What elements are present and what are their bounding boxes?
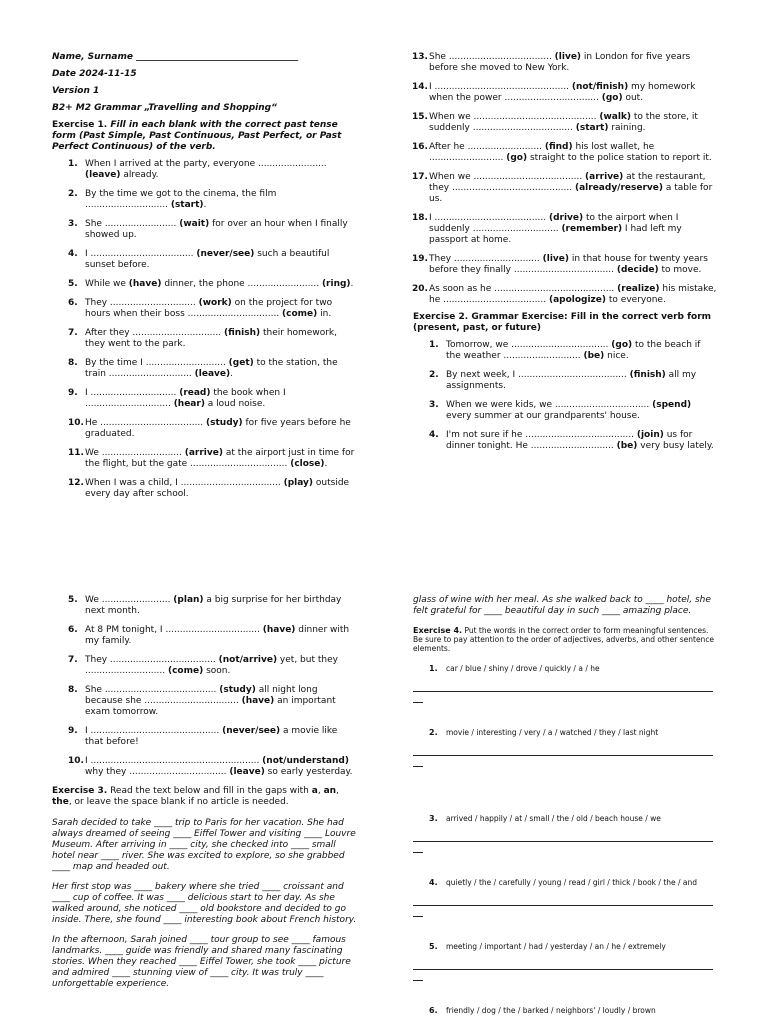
- list-item: [52, 219, 357, 241]
- spacer: [413, 853, 718, 867]
- item-number: 10.: [68, 756, 84, 766]
- item-number: 1.: [429, 340, 439, 350]
- item-number: 4.: [68, 249, 78, 259]
- list-item: [52, 159, 357, 181]
- spacer: [413, 703, 718, 717]
- item-text: When we were kids, we ................................. (spend) every summer at our grandparents' house.: [446, 400, 692, 421]
- item-text: By the time I ............................ (get) to the station, the train ............................. (leave).: [85, 358, 338, 379]
- item-number: 2.: [429, 370, 439, 380]
- item-text: I .............................. (read) the book when I .............................. (hear) a loud noise.: [85, 388, 286, 409]
- item-words: quietly / the / carefully / young / read / girl / thick / book / the / and: [446, 878, 698, 887]
- list-item: [52, 726, 357, 748]
- exercise-4-title: [413, 626, 718, 653]
- list-item: [52, 595, 357, 617]
- list-item: [396, 172, 718, 205]
- item-number: 5.: [68, 595, 78, 605]
- exercise-2-list-part2: [52, 595, 357, 778]
- list-item: [396, 52, 718, 74]
- item-number: 9.: [68, 726, 78, 736]
- item-text: I ............................................... (not/finish) my homework when the power ................................. (go) out.: [429, 82, 696, 103]
- item-text: She ....................................... (study) all night long because she ................................. (have) an important exam tomorrow.: [85, 685, 336, 717]
- list-item: [52, 249, 357, 271]
- item-text: At 8 PM tonight, I ................................. (have) dinner with my family.: [85, 625, 350, 646]
- name-field: Name, Surname ____________________________________: [52, 52, 299, 62]
- item-number: 3.: [68, 219, 78, 229]
- item-number: 4.: [429, 430, 439, 440]
- item-text: She .................................... (live) in London for five years before she moved to New York.: [429, 52, 691, 73]
- list-item: [413, 370, 718, 392]
- item-number: 10.: [68, 418, 84, 428]
- story-paragraph-2: Her first stop was ____ bakery where she tried ____ croissant and ____ cup of coffee. It was ____ delicious start to her day. As she walked around, she noticed ____ old bookstore and decided to go inside. There, she found ____ interesting book about French history.: [52, 882, 357, 925]
- item-text: I .................................... (never/see) such a beautiful sunset before.: [85, 249, 330, 270]
- item-text: Tomorrow, we .................................. (go) to the beach if the weather ........................... (be) nice.: [446, 340, 701, 361]
- exercise-3-story-continued: [413, 595, 718, 617]
- top-left-column: [52, 52, 357, 508]
- item-text: I ....................................... (drive) to the airport when I suddenly .............................. (remember) I had left my passport at home.: [429, 213, 682, 245]
- item-text: When we ........................................... (walk) to the store, it suddenly ................................... (start) raining.: [429, 112, 698, 133]
- item-text: We ........................ (plan) a big surprise for her birthday next month.: [85, 595, 342, 616]
- story-paragraph-3: In the afternoon, Sarah joined ____ tour group to see ____ famous landmarks. ____ guide was friendly and shared many fascinating stories. When they reached ____ Eiffel Tower, she took ____ picture and admired ____ stunning view of ____ city. It was truly ____ unforgettable experience.: [52, 935, 351, 989]
- item-number: 11.: [68, 448, 84, 458]
- item-number: 7.: [68, 655, 78, 665]
- list-item: [52, 655, 357, 677]
- item-words: movie / interesting / very / a / watched / they / last night: [446, 728, 659, 737]
- item-number: 6.: [68, 298, 78, 308]
- item-number: 17.: [412, 172, 428, 182]
- item-number: 14.: [412, 82, 428, 92]
- item-number: 16.: [412, 142, 428, 152]
- list-item: [52, 418, 357, 440]
- answer-line[interactable]: [413, 904, 713, 906]
- item-words: arrived / happily / at / small / the / old / beach house / we: [446, 814, 661, 823]
- list-item: [396, 112, 718, 134]
- exercise-4-label: Exercise 4.: [413, 626, 463, 635]
- item-number: 15.: [412, 112, 428, 122]
- answer-line[interactable]: [413, 968, 713, 970]
- item-text: They .............................. (live) in that house for twenty years before they finally ................................... (decide) to move.: [429, 254, 708, 275]
- list-item: [52, 298, 357, 320]
- exercise-1-label: Exercise 1.: [52, 120, 108, 130]
- item-number: 4.: [429, 878, 438, 887]
- item-text: After they ............................... (finish) their homework, they went to the park.: [85, 328, 337, 349]
- spacer: [413, 981, 718, 995]
- exercise-2-title: Exercise 2. Grammar Exercise: Fill in the correct verb form (present, past, or future): [413, 312, 712, 333]
- spacer: [413, 767, 718, 803]
- item-number: 18.: [412, 213, 428, 223]
- list-item: [396, 82, 718, 104]
- bottom-left-column: [52, 595, 357, 999]
- item-text: She ......................... (wait) for over an hour when I finally showed up.: [85, 219, 348, 240]
- list-item: [52, 189, 357, 211]
- worksheet-title: B2+ M2 Grammar „Travelling and Shopping“: [52, 103, 277, 113]
- answer-line[interactable]: [413, 754, 713, 756]
- date-field: Date 2024-11-15: [52, 69, 137, 79]
- item-words: friendly / dog / the / barked / neighbors' / loudly / brown: [446, 1006, 656, 1015]
- list-item: [52, 685, 357, 718]
- exercise-3-title: [52, 786, 357, 808]
- item-text: They ..................................... (not/arrive) yet, but they ............................ (come) soon.: [85, 655, 338, 676]
- list-item: [52, 328, 357, 350]
- list-item: [396, 254, 718, 276]
- reorder-item: [413, 727, 718, 738]
- item-words: car / blue / shiny / drove / quickly / a / he: [446, 664, 600, 673]
- exercise-1-list-part1: [52, 159, 357, 500]
- item-number: 9.: [68, 388, 78, 398]
- spacer: [413, 917, 718, 931]
- list-item: [413, 400, 718, 422]
- item-text: They .............................. (work) on the project for two hours when their boss ................................ (come) in.: [85, 298, 333, 319]
- story-paragraph-1: Sarah decided to take ____ trip to Paris for her vacation. She had always dreamed of seeing ____ Eiffel Tower and visiting ____ Louvre Museum. After arriving in ____ city, she checked into ____ small hotel near ____ river. She was excited to explore, so she grabbed ____ map and headed out.: [52, 818, 356, 872]
- item-text: When we ...................................... (arrive) at the restaurant, they .......................................... (already/reserve) a table for us.: [429, 172, 713, 204]
- item-number: 19.: [412, 254, 428, 264]
- reorder-item: [413, 877, 718, 888]
- list-item: [413, 430, 718, 452]
- exercise-4-instructions: Put the words in the correct order to form meaningful sentences. Be sure to pay attention to the order of adjectives, adverbs, and other sentence elements.: [413, 626, 715, 653]
- item-number: 5.: [68, 279, 78, 289]
- item-text: By the time we got to the cinema, the film ............................. (start).: [85, 189, 277, 210]
- item-text: When I arrived at the party, everyone ........................ (leave) already.: [85, 159, 327, 180]
- item-text: When I was a child, I ................................... (play) outside every day after school.: [85, 478, 350, 499]
- item-number: 20.: [412, 284, 428, 294]
- bottom-right-column: [413, 595, 718, 1016]
- item-number: 1.: [429, 664, 438, 673]
- list-item: [396, 142, 718, 164]
- item-number: 6.: [68, 625, 78, 635]
- item-number: 5.: [429, 942, 438, 951]
- item-text: I'm not sure if he ...................................... (join) us for dinner tonight. He ............................. (be) very busy lately.: [446, 430, 714, 451]
- item-number: 7.: [68, 328, 78, 338]
- list-item: [52, 625, 357, 647]
- item-text: As soon as he .......................................... (realize) his mistake, he .................................... (apologize) to everyone.: [429, 284, 717, 305]
- item-number: 13.: [412, 52, 428, 62]
- list-item: [52, 478, 357, 500]
- exercise-3-label: Exercise 3.: [52, 786, 108, 796]
- item-number: 3.: [429, 400, 439, 410]
- item-text: I ............................................. (never/see) a movie like that before!: [85, 726, 338, 747]
- answer-line[interactable]: [413, 840, 713, 842]
- item-number: 8.: [68, 358, 78, 368]
- item-text: I ........................................................... (not/understand) why they .................................. (leave) so early yesterday.: [85, 756, 353, 777]
- reorder-item: [413, 813, 718, 824]
- top-right-column: [413, 52, 718, 460]
- list-item: [396, 284, 718, 306]
- item-number: 12.: [68, 478, 84, 488]
- item-number: 8.: [68, 685, 78, 695]
- item-text: While we (have) dinner, the phone ......................... (ring).: [85, 279, 354, 289]
- reorder-item: [413, 1005, 718, 1016]
- item-words: meeting / important / had / yesterday / an / he / extremely: [446, 942, 666, 951]
- item-text: We ............................ (arrive) at the airport just in time for the flight, but the gate .................................. (close).: [85, 448, 355, 469]
- exercise-2-list-part1: [413, 340, 718, 452]
- exercise-1-title: [52, 120, 357, 153]
- item-text: He .................................... (study) for five years before he graduated.: [85, 418, 351, 439]
- exercise-3-instructions: Read the text below and fill in the gaps with a, an, the, or leave the space blank if no article is needed.: [52, 786, 339, 807]
- exercise-1-list-part2: [396, 52, 718, 306]
- reorder-item: [413, 663, 718, 674]
- list-item: [52, 756, 357, 778]
- list-item: [52, 279, 357, 290]
- reorder-item: [413, 941, 718, 952]
- item-number: 1.: [68, 159, 78, 169]
- list-item: [52, 358, 357, 380]
- version-field: Version 1: [52, 86, 100, 96]
- item-text: By next week, I ...................................... (finish) all my assignments.: [446, 370, 697, 391]
- answer-line[interactable]: [413, 690, 713, 692]
- exercise-3-story: [52, 818, 357, 990]
- list-item: [413, 340, 718, 362]
- item-number: 6.: [429, 1006, 438, 1015]
- list-item: [396, 213, 718, 246]
- list-item: [52, 448, 357, 470]
- exercise-1-instructions: Fill in each blank with the correct past tense form (Past Simple, Past Continuous, Past Perfect, or Past Perfect Continuous) of the verb.: [52, 120, 342, 152]
- list-item: [52, 388, 357, 410]
- item-number: 2.: [429, 728, 438, 737]
- item-number: 3.: [429, 814, 438, 823]
- story-continuation: glass of wine with her meal. As she walked back to ____ hotel, she felt grateful for ____ beautiful day in such ____ amazing place.: [413, 595, 711, 616]
- item-text: After he .......................... (find) his lost wallet, he .......................... (go) straight to the police station to report it.: [429, 142, 712, 163]
- item-number: 2.: [68, 189, 78, 199]
- exercise-4-list: [413, 663, 718, 1016]
